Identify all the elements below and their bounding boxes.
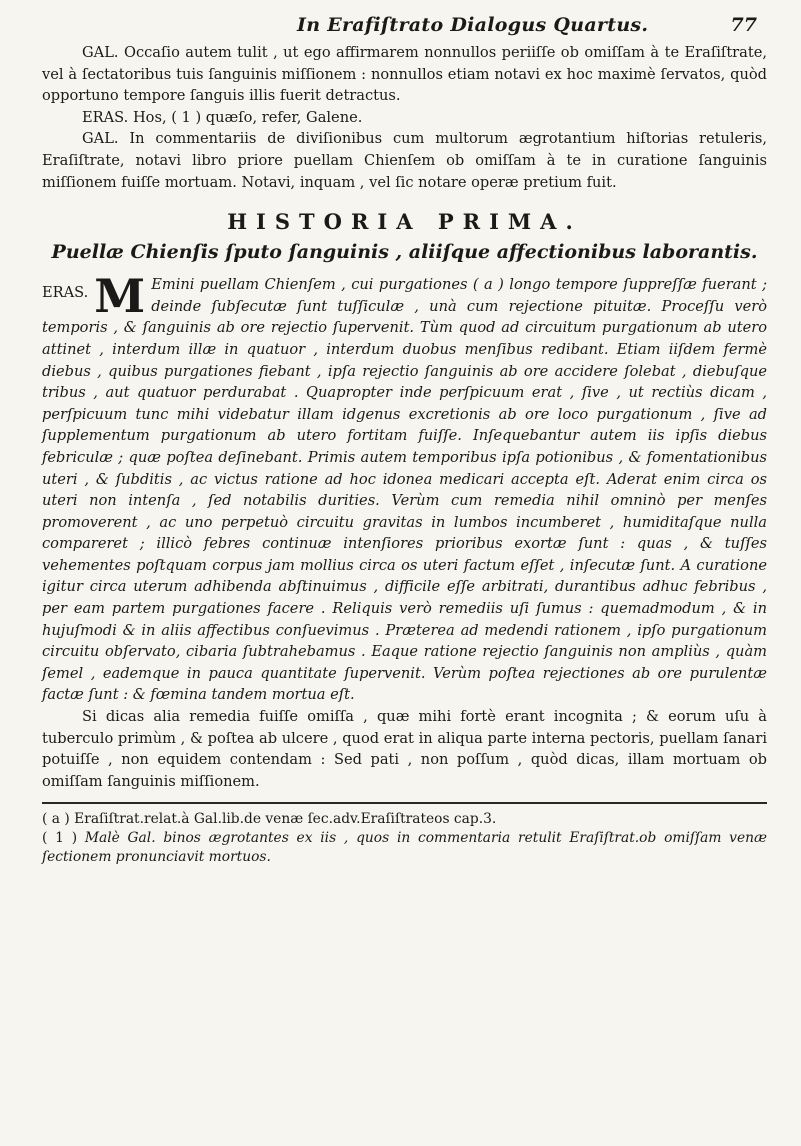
footnote-text: Malè Gal. binos ægrotantes ex iis , quos in commentaria retulit Eraſiſtrat.ob omiſſam venæ ſectionem pronunciavit mortuos.	[42, 830, 767, 866]
speaker-label: ERAS.	[82, 108, 129, 126]
page-number: 77	[730, 14, 757, 36]
speaker-label: GAL.	[82, 44, 119, 61]
closing-paragraph: Si dicas alia remedia fuiſſe omiſſa , quæ mihi fortè erant incognita ; & eorum uſu à tuberculo primùm , & poſtea ab ulcere , quod erat in aliqua parte interna pectoris, puellam ſanari potuiſſe , non equidem contendam : Sed pati , non poſſum , quòd dicas, illam mortuam ob omiſſam ſanguinis miſſionem.	[42, 708, 767, 790]
running-head	[42, 14, 767, 42]
footnote-marker: ( 1 )	[42, 830, 78, 847]
footnote-text: Eraſiſtrat.relat.à Gal.lib.de venæ ſec.adv.Eraſiſtrateos cap.3.	[74, 811, 497, 828]
dialogue-text: Hos, ( 1 ) quæſo, refer, Galene.	[132, 108, 363, 126]
running-head-title: In Erafiſtrato Dialogus Quartus.	[297, 14, 649, 36]
section-subtitle: Puellæ Chienſis ſputo ſanguinis , aliiſque affectionibus laborantis.	[51, 241, 758, 264]
drop-cap: M	[94, 269, 146, 324]
dialogue-paragraph	[42, 42, 767, 107]
history-paragraph	[42, 269, 767, 706]
section-heading: HISTORIA PRIMA.	[227, 209, 582, 235]
history-body-text: Emini puellam Chienſem , cui purgationes ( a ) longo tempore ſuppreſſæ fuerant ; deinde ſubſecutæ ſunt tuſſiculæ , unà cum rejectione pituitæ. Proceſſu verò temporis , & ſanguinis ab ore rejectio ſupervenit. Tùm quod ad circuitum purgationum ab utero attinet , interdum illæ in quatuor , interdum duobus menſibus redibant. Etiam iiſdem fermè diebus , quibus purgationes fiebant , ipſa rejectio ſanguinis ab ore accidere ſolebat , diebuſque tribus , aut quatuor perdurabat . Quapropter inde perſpicuum erat , ſive , ut rectiùs dicam , perſpicuum tunc mihi videbatur illam idgenus excretionis ab ore loco purgationum , ſive ad ſupplementum purgationum ab utero fortitam fuiſſe. Inſequebantur autem iis ipſis diebus febriculæ ; quæ poſtea deſinebant. Primis autem temporibus ipſa potionibus , & fomentationibus uteri , & ſubditis , ac victus ratione ad hoc idonea medicari accepta eſt. Aderat enim circa os uteri non intenſa , ſed notabilis durities. Verùm cum remedia nihil omninò per menſes promoverent , ac uno perpetuò circuitu gravitas in lumbos incumberet , humiditaſque nulla compareret ; illicò febres continuæ intenſiores prioribus exortæ ſunt : quas , & tuſſes vehementes poſtquam corpus jam mollius circa os uteri factum eſſet , inſecutæ ſunt. A curatione igitur circa uterum adhibenda abſtinuimus , difficile eſſe arbitrati, durantibus adhuc febribus , per eam partem purgationes facere . Reliquis verò remediis uſi ſumus : quemadmodum , & in hujuſmodi & in aliis affectibus conſuevimus . Præterea ad medendi rationem , ipſo purgationum circuitu obſervato, cibaria ſubtrahebamus . Eaque ratione rejectio ſanguinis non ampliùs , quàm ſemel , eademque in pauca quantitate ſupervenit. Verùm poſtea rejectiones ab ore purulentæ factæ ſunt : & fœmina tandem mortua eſt.	[42, 276, 767, 704]
dialogue-paragraph	[42, 128, 767, 193]
speaker-label: ERAS.	[42, 284, 89, 302]
dialogue-text: In commentariis de diviſionibus cum multorum ægrotantium hiſtorias retuleris, Eraſiſtrate, notavi libro priore puellam Chienſem ob omiſſam à te in curatione ſanguinis miſſionem fuiſſe mortuam. Notavi, inquam , vel ſic notare operæ pretium fuit.	[42, 130, 767, 191]
footnote-divider	[42, 802, 767, 804]
footnote-marker: ( a )	[42, 811, 70, 828]
dialogue-text: Occaſio autem tulit , ut ego affirmarem nonnullos periiſſe ob omiſſam à te Eraſiſtrate, vel à ſectatoribus tuis ſanguinis miſſionem : nonnullos etiam notavi ex hoc maximè ſervatos, quòd opportuno tempore ſanguis illis fuerit detractus.	[42, 44, 767, 105]
footnote-item	[42, 810, 767, 829]
speaker-label: GAL.	[82, 130, 119, 148]
dialogue-paragraph	[42, 107, 767, 129]
footnotes	[42, 810, 767, 867]
footnote-item	[42, 829, 767, 867]
